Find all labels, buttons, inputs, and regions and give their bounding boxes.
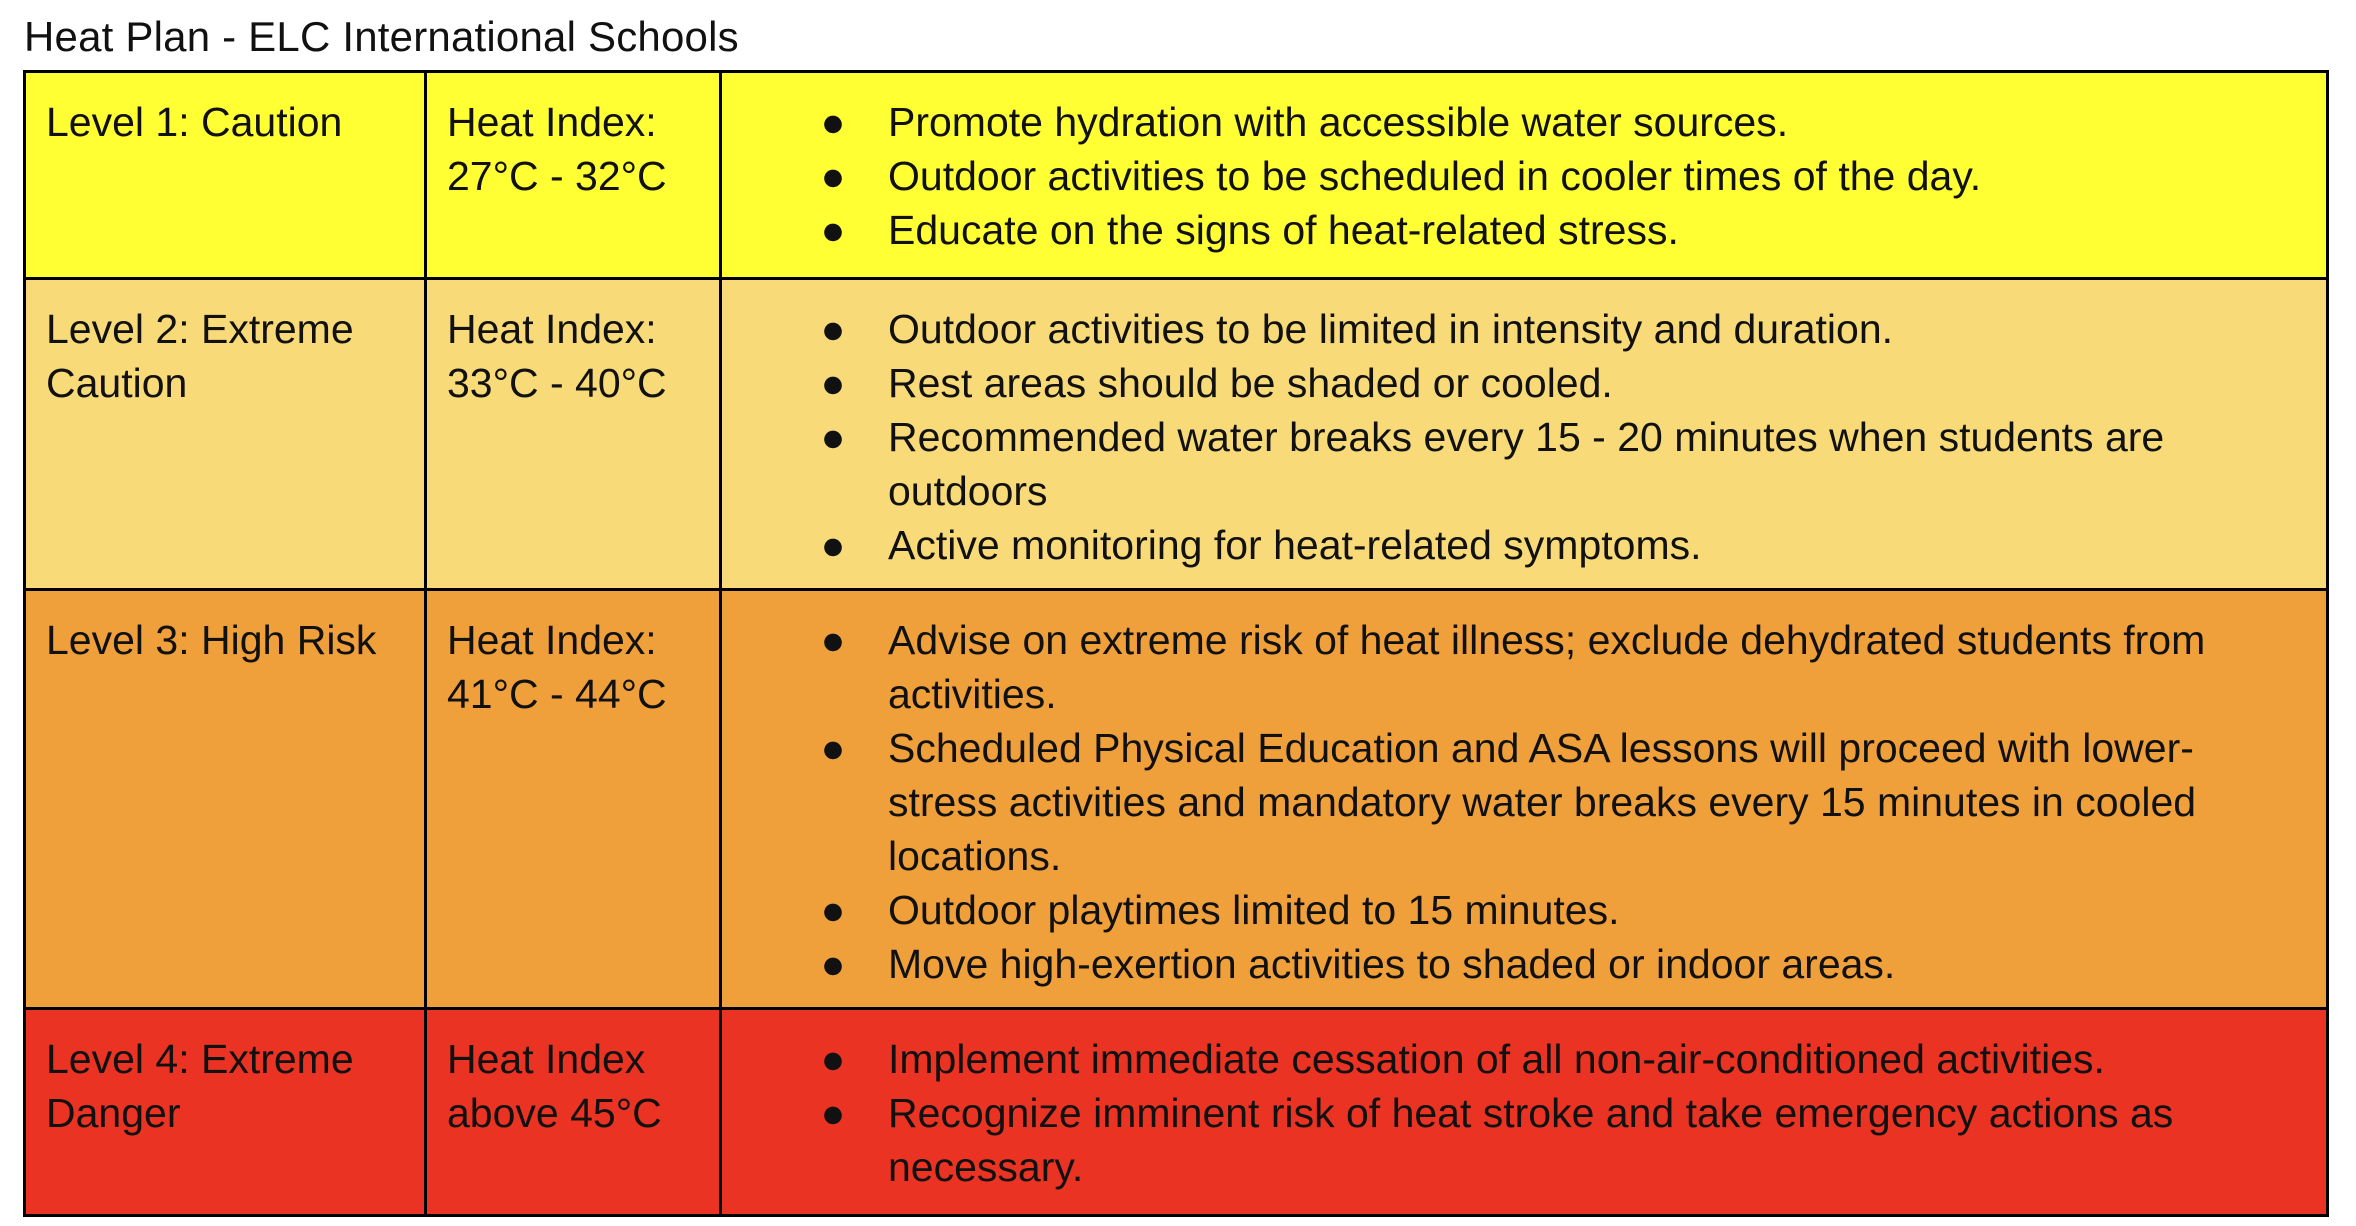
bullet-icon: ● — [820, 360, 846, 406]
heat-index-range: Heat Index: 33°C - 40°C — [447, 306, 667, 406]
heat-index-range: Heat Index: 27°C - 32°C — [447, 99, 667, 199]
document-title: Heat Plan - ELC International Schools — [24, 13, 739, 60]
table-row-level-2 — [25, 279, 2328, 590]
level-label: Level 4: Extreme Danger — [46, 1036, 354, 1136]
bullet-icon: ● — [820, 153, 846, 199]
action-text: Recognize imminent risk of heat stroke and take emergency actions as necessary. — [888, 1090, 2174, 1190]
actions-cell — [721, 72, 2328, 279]
heat-index-cell — [426, 590, 721, 1009]
bullet-icon: ● — [820, 99, 846, 145]
list-item — [722, 149, 2286, 203]
bullet-icon: ● — [820, 522, 846, 568]
list-item — [722, 95, 2286, 149]
action-text: Outdoor playtimes limited to 15 minutes. — [888, 887, 1620, 933]
bullet-icon: ● — [820, 306, 846, 352]
actions-list — [722, 280, 2326, 588]
action-text: Advise on extreme risk of heat illness; exclude dehydrated students from activities. — [888, 617, 2206, 717]
bullet-icon: ● — [820, 1036, 846, 1082]
table-row-level-4 — [25, 1009, 2328, 1216]
bullet-icon: ● — [820, 207, 846, 253]
action-text: Outdoor activities to be scheduled in cooler times of the day. — [888, 153, 1982, 199]
bullet-icon: ● — [820, 617, 846, 663]
list-item — [722, 518, 2286, 572]
list-item — [722, 203, 2286, 257]
level-label: Level 2: Extreme Caution — [46, 306, 354, 406]
action-text: Rest areas should be shaded or cooled. — [888, 360, 1613, 406]
bullet-icon: ● — [820, 887, 846, 933]
bullet-icon: ● — [820, 725, 846, 771]
level-label: Level 1: Caution — [46, 99, 343, 145]
table-row-level-1 — [25, 72, 2328, 279]
heat-index-range: Heat Index: 41°C - 44°C — [447, 617, 667, 717]
list-item — [722, 1032, 2286, 1086]
bullet-icon: ● — [820, 941, 846, 987]
heat-index-cell — [426, 72, 721, 279]
actions-cell — [721, 279, 2328, 590]
list-item — [722, 1086, 2286, 1194]
actions-list — [722, 1010, 2326, 1210]
level-cell — [25, 279, 426, 590]
action-text: Scheduled Physical Education and ASA lessons will proceed with lower-stress activities and mandatory water breaks every 15 minutes in cooled locations. — [888, 725, 2197, 879]
heat-plan-table — [23, 70, 2329, 1217]
level-cell — [25, 590, 426, 1009]
action-text: Active monitoring for heat-related symptoms. — [888, 522, 1702, 568]
action-text: Educate on the signs of heat-related stress. — [888, 207, 1679, 253]
action-text: Move high-exertion activities to shaded or indoor areas. — [888, 941, 1896, 987]
actions-list — [722, 591, 2326, 1007]
heat-index-cell — [426, 1009, 721, 1216]
table-row-level-3 — [25, 590, 2328, 1009]
list-item — [722, 883, 2286, 937]
actions-cell — [721, 590, 2328, 1009]
list-item — [722, 721, 2286, 883]
heat-index-range: Heat Index above 45°C — [447, 1036, 662, 1136]
list-item — [722, 937, 2286, 991]
heat-index-cell — [426, 279, 721, 590]
level-cell — [25, 72, 426, 279]
list-item — [722, 410, 2286, 518]
bullet-icon: ● — [820, 1090, 846, 1136]
list-item — [722, 356, 2286, 410]
list-item — [722, 302, 2286, 356]
actions-cell — [721, 1009, 2328, 1216]
actions-list — [722, 73, 2326, 273]
action-text: Outdoor activities to be limited in intensity and duration. — [888, 306, 1894, 352]
action-text: Implement immediate cessation of all non-air-conditioned activities. — [888, 1036, 2105, 1082]
bullet-icon: ● — [820, 414, 846, 460]
level-label: Level 3: High Risk — [46, 617, 377, 663]
list-item — [722, 613, 2286, 721]
action-text: Promote hydration with accessible water sources. — [888, 99, 1789, 145]
action-text: Recommended water breaks every 15 - 20 minutes when students are outdoors — [888, 414, 2165, 514]
level-cell — [25, 1009, 426, 1216]
